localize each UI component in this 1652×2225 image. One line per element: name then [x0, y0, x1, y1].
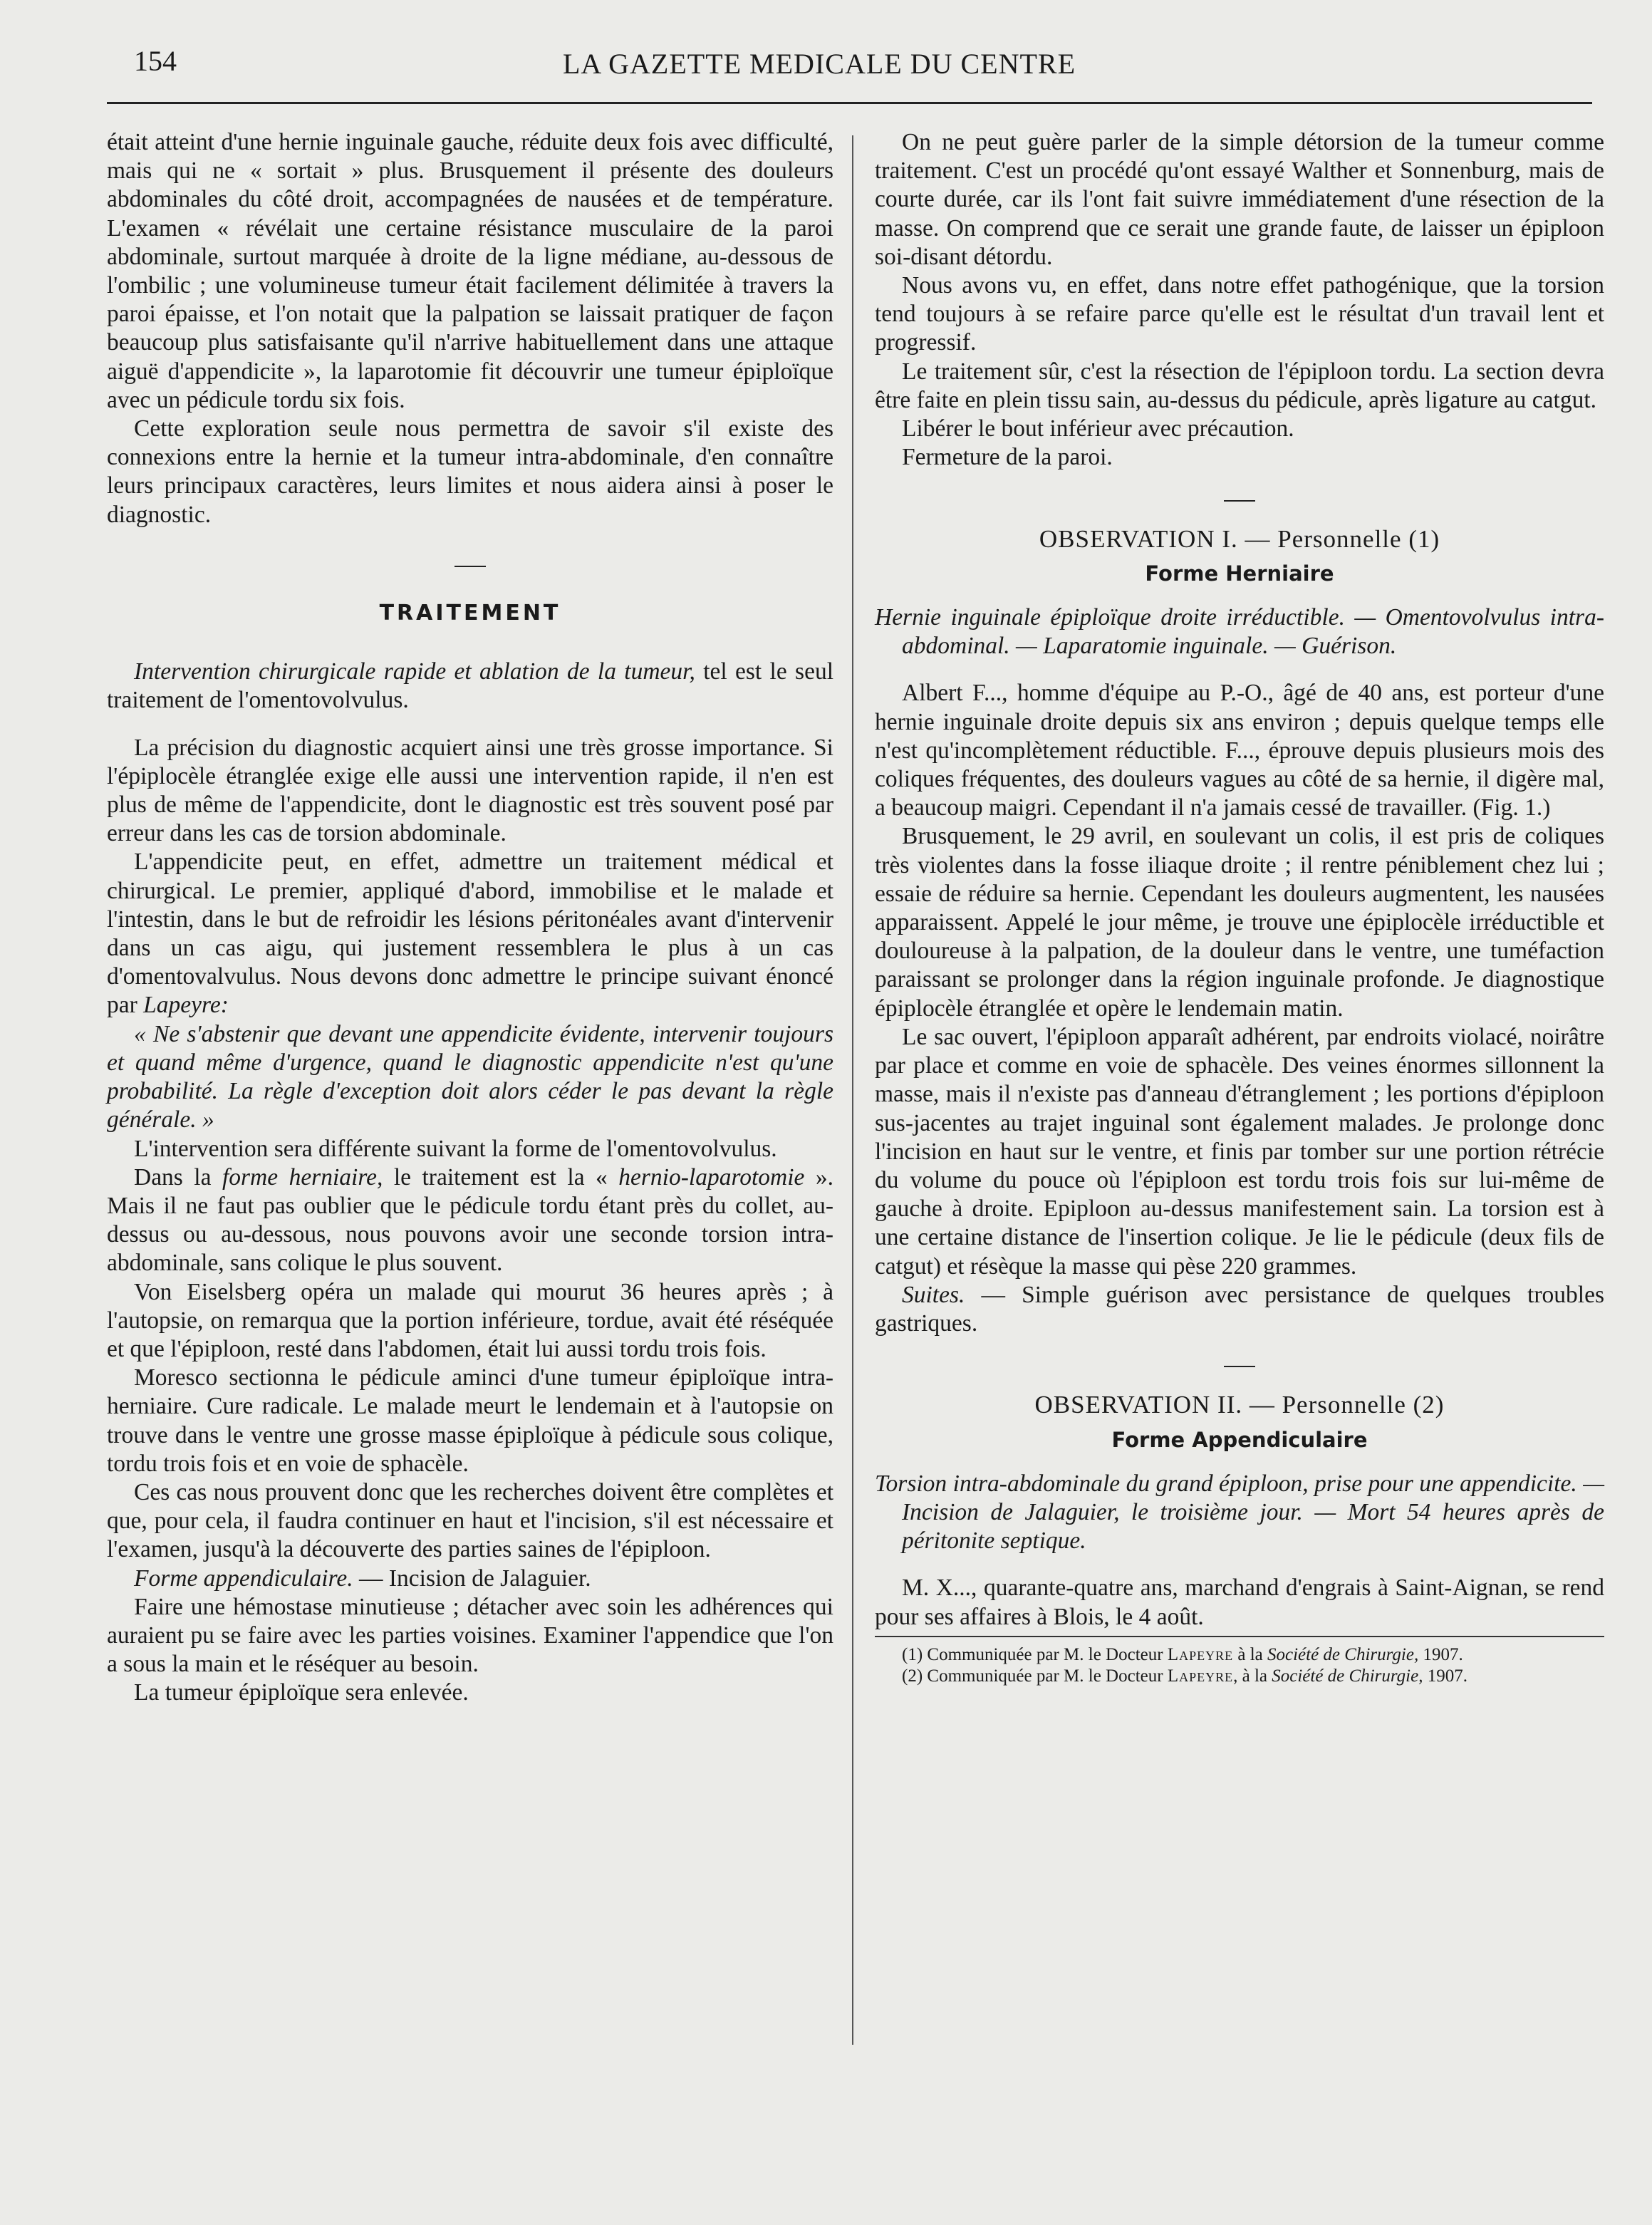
observation-summary: Hernie inguinale épiploïque droite irréductible. — Omentovolvulus intra-abdominal. — Laparatomie inguinale. — Guérison.: [875, 604, 1604, 660]
paragraph: [107, 848, 833, 1020]
italic-text: Forme appendiculaire.: [134, 1565, 353, 1592]
observation-summary: Torsion intra-abdominale du grand épiploon, prise pour une appendicite. — Incision de Jalaguier, le troisième jour. — Mort 54 heures après de péritonite septique.: [875, 1470, 1604, 1555]
observation-subtitle: Forme Herniaire: [1145, 561, 1334, 586]
left-column: [107, 128, 833, 1708]
text: 1907.: [1423, 1666, 1467, 1686]
observation-title: OBSERVATION II. — Personnelle (2): [1034, 1391, 1445, 1419]
header-rule: [107, 102, 1592, 104]
paragraph: Albert F..., homme d'équipe au P.-O., âgé de 40 ans, est porteur d'une hernie inguinale droite depuis six ans environ ; depuis quelque temps elle n'est qu'incomplètement réductible. F..., éprouve depuis plusieurs mois des coliques fréquentes, des douleurs vagues au côté de sa hernie, il digère mal, a beaucoup maigri. Cependant il n'a jamais cessé de travailler. (Fig. 1.): [875, 680, 1604, 821]
text: , à la: [1233, 1666, 1272, 1686]
quotation: [107, 1020, 833, 1135]
paragraph: Libérer le bout inférieur avec précaution.: [902, 415, 1294, 442]
text: — Simple guérison avec persistance de quelques troubles gastriques.: [875, 1281, 1604, 1337]
text: le traitement est la «: [383, 1163, 619, 1191]
paragraph: [107, 1163, 833, 1278]
observation-title: OBSERVATION I. — Personnelle (1): [1039, 524, 1440, 553]
paragraph: [875, 1281, 1604, 1338]
page-header: [0, 44, 1652, 87]
author-name: Lapeyre: [1167, 1644, 1234, 1664]
italic-text: hernio-laparotomie: [618, 1163, 805, 1191]
paragraph: Brusquement, le 29 avril, en soulevant un colis, il est pris de coliques très violentes dans la fosse iliaque droite ; il rentre péniblement chez lui ; essaie de réduire sa hernie. Cependant les douleurs augmentent, les nausées apparaissent. Appelé le jour même, je trouve une épiplocèle irréductible et douloureuse à la palpation, de la douleur dans le ventre, une tuméfaction paraissant se prolonger dans la région inguinale profonde. Je diagnostique épiplocèle étranglée et opère le lendemain matin.: [875, 823, 1604, 1022]
right-column: [875, 128, 1604, 1687]
paragraph: Ces cas nous prouvent donc que les recherches doivent être complètes et que, pour cela, il faudra continuer en haut et l'incision, s'il est nécessaire et l'examen, jusqu'à la découverte des parties saines de l'épiploon.: [107, 1478, 833, 1563]
footnote: [875, 1666, 1604, 1687]
paragraph: Nous avons vu, en effet, dans notre effet pathogénique, que la torsion tend toujours à se refaire parce qu'elle est le résultat d'un travail lent et progressif.: [875, 272, 1604, 356]
italic-text: Suites.: [902, 1281, 965, 1308]
section-separator: [107, 551, 833, 579]
paragraph: [107, 658, 833, 715]
text: (2) Communiquée par M. le Docteur: [902, 1666, 1168, 1686]
paragraph: Le traitement sûr, c'est la résection de l'épiploon tordu. La section devra être faite en plein tissu sain, au-dessus du pédicule, après ligature au catgut.: [875, 358, 1604, 413]
section-separator: [875, 1351, 1604, 1379]
text: »: [196, 1106, 214, 1134]
text: ». Mais il ne faut pas oublier que le pédicule tordu étant près du collet, au-dessus ou au-dessous, nous pouvons avoir une seconde torsion intra-abdominale, sans colique le plus souvent.: [107, 1163, 834, 1277]
section-heading: TRAITEMENT: [379, 601, 561, 626]
italic-text: Intervention chirurgicale rapide et ablation de la tumeur,: [134, 658, 695, 685]
paragraph: La tumeur épiploïque sera enlevée.: [134, 1679, 469, 1706]
text: tel est le seul traitement de l'omentovolvulus.: [107, 658, 833, 714]
paragraph: M. X..., quarante-quatre ans, marchand d'engrais à Saint-Aignan, se rend pour ses affaires à Blois, le 4 août.: [875, 1575, 1604, 1630]
text: à la: [1233, 1644, 1267, 1664]
footnote: [875, 1644, 1604, 1666]
italic-text: Société de Chirurgie,: [1272, 1666, 1423, 1686]
text: — Incision de Jalaguier.: [353, 1565, 591, 1592]
journal-title: LA GAZETTE MEDICALE DU CENTRE: [563, 48, 1076, 80]
observation-subtitle: Forme Appendiculaire: [1111, 1427, 1368, 1452]
section-separator: [875, 484, 1604, 513]
paragraph: Cette exploration seule nous permettra de savoir s'il existe des connexions entre la hernie et la tumeur intra-abdominale, d'en connaître leurs principaux caractères, leurs limites et nous aidera ainsi à poser le diagnostic.: [107, 415, 833, 528]
paragraph: Moresco sectionna le pédicule aminci d'une tumeur épiploïque intra-herniaire. Cure radicale. Le malade meurt le lendemain et à l'autopsie on trouve dans le ventre une grosse masse épiploïque à pédicule sous colique, tordu trois fois et en voie de sphacèle.: [107, 1364, 833, 1477]
author-name: Lapeyre:: [143, 992, 229, 1019]
text: (1) Communiquée par M. le Docteur: [902, 1644, 1168, 1664]
paragraph: [107, 1565, 833, 1593]
paragraph: Faire une hémostase minutieuse ; détacher avec soin les adhérences qui auraient pu se faire avec les parties voisines. Examiner l'appendice que l'on a sous la main et le réséquer au besoin.: [107, 1593, 833, 1678]
italic-text: Société de Chirurgie,: [1267, 1644, 1419, 1664]
italic-text: forme herniaire,: [222, 1163, 383, 1191]
paragraph: L'intervention sera différente suivant la forme de l'omentovolvulus.: [134, 1135, 777, 1162]
paragraph: Von Eiselsberg opéra un malade qui mourut 36 heures après ; à l'autopsie, on remarqua que la portion inférieure, tordue, avait été réséquée et que l'épiploon, resté dans l'abdomen, était lui aussi tordu trois fois.: [107, 1278, 833, 1362]
paragraph: On ne peut guère parler de la simple détorsion de la tumeur comme traitement. C'est un procédé qu'ont essayé Walther et Sonnenburg, mais de courte durée, car ils l'ont fait suivre immédiatement d'une résection de la masse. On comprend que ce serait une grande faute, de laisser un épiploon soi-disant détordu.: [875, 129, 1604, 270]
text: «: [134, 1020, 153, 1047]
page-number: 154: [134, 45, 177, 77]
column-divider: [852, 135, 853, 2045]
footnote-rule: [875, 1636, 1604, 1637]
text: 1907.: [1418, 1644, 1463, 1664]
italic-text: Ne s'abstenir que devant une appendicite évidente, intervenir toujours et quand même d'urgence, quand le diagnostic appendicite n'est qu'une probabilité. La règle d'exception doit alors céder le pas devant la règle générale.: [107, 1020, 833, 1134]
paragraph: Fermeture de la paroi.: [902, 444, 1113, 471]
text: L'appendicite peut, en effet, admettre un traitement médical et chirurgical. Le premier, appliqué d'abord, immobilise et le malade et l'intestin, dans le but de refroidir les lésions péritonéales avant d'intervenir dans un cas aigu, qui justement ressemblera le plus à un cas d'omentovalvulus. Nous devons donc admettre le principe suivant énoncé par: [107, 849, 833, 1019]
paragraph: Le sac ouvert, l'épiploon apparaît adhérent, par endroits violacé, noirâtre par place et comme en voie de sphacèle. Des veines énormes sillonnent la masse, mais il n'existe pas d'anneau d'étranglement ; les portions d'épiploon sus-jacentes au trajet inguinal sont également malades. Je prolonge donc l'incision en haut sur le ventre, et finis par tomber sur une portion rétrécie du volume du pouce où l'épiploon est tordu trois fois sur lui-même de gauche à droite. Epiploon au-dessus manifestement sain. La torsion est à une certaine distance de l'insertion colique. Je lie le pédicule (deux fils de catgut) et résèque la masse qui pèse 220 grammes.: [875, 1023, 1604, 1280]
author-name: Lapeyre: [1167, 1666, 1234, 1686]
paragraph: La précision du diagnostic acquiert ainsi une très grosse importance. Si l'épiplocèle étranglée exige elle aussi une intervention rapide, il n'en est plus de même de l'appendicite, dont le diagnostic est très souvent posé par erreur dans les cas de torsion abdominale.: [107, 734, 833, 847]
paragraph: était atteint d'une hernie inguinale gauche, réduite deux fois avec difficulté, mais qui ne « sortait » plus. Brusquement il présente des douleurs abdominales du côté droit, accompagnées de nausées et de température. L'examen « révélait une certaine résistance musculaire de la paroi abdominale, surtout marquée à droite de la ligne médiane, au-dessous de l'ombilic ; une volumineuse tumeur était facilement délimitée à travers la paroi épaisse, et l'on notait que la palpation se laissait pratiquer de façon beaucoup plus satisfaisante qu'il n'arrive habituellement dans une attaque aiguë d'appendicite », la laparotomie fit découvrir une tumeur épiploïque avec un pédicule tordu six fois.: [107, 129, 833, 413]
text: Dans la: [134, 1163, 222, 1191]
